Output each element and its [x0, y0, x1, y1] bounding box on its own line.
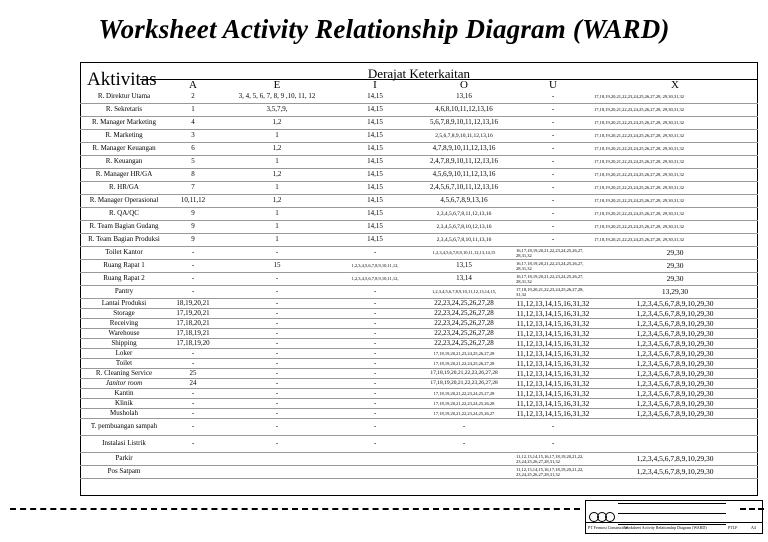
cell-i: - — [336, 418, 414, 435]
table-row — [80, 207, 758, 220]
cell-i: - — [336, 338, 414, 348]
cell-a: 4 — [168, 116, 218, 129]
cell-o: - — [414, 435, 514, 452]
cell-a: - — [168, 246, 218, 259]
cell-e: - — [218, 318, 336, 328]
cell-o — [414, 452, 514, 465]
cell-a: - — [168, 435, 218, 452]
cell-a: - — [168, 285, 218, 298]
cell-x: 1,2,3,4,5,6,7,8,9,10,29,30 — [592, 408, 758, 418]
cell-i: 14,15 — [336, 194, 414, 207]
cell-u: 11,12,13,14,15,16,31,32 — [514, 318, 592, 328]
aktivitas-cell: Toilet Kantor — [80, 246, 168, 259]
cell-a: - — [168, 408, 218, 418]
cell-x: 17,18,19,20,21,22,23,24,25,26,27,28, 29,30,31,32 — [592, 220, 758, 233]
cell-x: 1,2,3,4,5,6,7,8,9,10,29,30 — [592, 368, 758, 378]
aktivitas-cell: R. Direktur Utama — [80, 90, 168, 103]
cell-a: 5 — [168, 155, 218, 168]
aktivitas-cell: Shipping — [80, 338, 168, 348]
table-row — [80, 259, 758, 272]
cell-o: 17,18,19,20,21,22,24,25,26,27,28 — [414, 358, 514, 368]
table-row — [80, 308, 758, 318]
table-row — [80, 142, 758, 155]
cell-x: 1,2,3,4,5,6,7,8,9,10,29,30 — [592, 398, 758, 408]
cell-a — [168, 452, 218, 465]
cell-x: 29,30 — [592, 246, 758, 259]
cell-i: - — [336, 388, 414, 398]
cell-e: - — [218, 272, 336, 285]
table-row — [80, 220, 758, 233]
cell-u: - — [514, 116, 592, 129]
cell-a: - — [168, 348, 218, 358]
cell-e: - — [218, 308, 336, 318]
table-row — [80, 348, 758, 358]
cell-a: 9 — [168, 233, 218, 246]
cell-e: 1 — [218, 233, 336, 246]
cell-x: 17,18,19,20,21,22,23,24,25,26,27,28, 29,30,31,32 — [592, 168, 758, 181]
cell-o: 17,18,19,20,21,22,23,24,25,27,28 — [414, 388, 514, 398]
cell-x: 17,18,19,20,21,22,23,24,25,26,27,28, 29,30,31,32 — [592, 103, 758, 116]
cell-e: 3,5,7,9, — [218, 103, 336, 116]
cell-o: 22,23,24,25,26,27,28 — [414, 318, 514, 328]
cell-i: - — [336, 378, 414, 388]
cell-u: - — [514, 103, 592, 116]
cell-o: 17,18,19,20,21,22,23,26,27,28 — [414, 368, 514, 378]
cell-i: 14,15 — [336, 207, 414, 220]
aktivitas-cell: Loker — [80, 348, 168, 358]
table-row — [80, 378, 758, 388]
aktivitas-cell: Janitor room — [80, 378, 168, 388]
aktivitas-cell: R. Manager Keuangan — [80, 142, 168, 155]
cell-o: 4,5,6,7,8,9,13,16 — [414, 194, 514, 207]
table-row — [80, 155, 758, 168]
cell-e: 3, 4, 5, 6, 7, 8, 9 ,10, 11, 12 — [218, 90, 336, 103]
cell-x: 1,2,3,4,5,6,7,8,9,10,29,30 — [592, 348, 758, 358]
cell-i: - — [336, 368, 414, 378]
cell-u: - — [514, 90, 592, 103]
cell-i: - — [336, 298, 414, 308]
cell-a: 25 — [168, 368, 218, 378]
cell-i: 14,15 — [336, 181, 414, 194]
cell-i: 14,15 — [336, 233, 414, 246]
aktivitas-cell: Parkir — [80, 452, 168, 465]
cell-o: 2,5,6,7,8,9,10,11,12,13,16 — [414, 129, 514, 142]
aktivitas-cell: R. QA/QC — [80, 207, 168, 220]
cell-e: 1,2 — [218, 194, 336, 207]
cell-e: 15 — [218, 259, 336, 272]
cell-u: - — [514, 129, 592, 142]
col-header-e: E — [273, 80, 281, 90]
aktivitas-cell: Pos Satpam — [80, 465, 168, 478]
table-row — [80, 298, 758, 308]
cell-u: 11,12,13,14,15,16,31,32 — [514, 298, 592, 308]
cell-x: 29,30 — [592, 259, 758, 272]
cell-o: 4,5,6,9,10,11,12,13,16 — [414, 168, 514, 181]
table-row — [80, 328, 758, 338]
cell-e: 1 — [218, 129, 336, 142]
cell-e: 1 — [218, 220, 336, 233]
aktivitas-cell: R. Keuangan — [80, 155, 168, 168]
aktivitas-cell: Lantai Produksi — [80, 298, 168, 308]
cell-u: 11,12,13,14,15,16,17,18,19,20,21,22, 23,24,25,26,27,28,31,32 — [514, 465, 592, 478]
aktivitas-col-header — [80, 80, 168, 90]
cell-o: 13,15 — [414, 259, 514, 272]
cell-e: - — [218, 408, 336, 418]
company-name: PT Fermosi Construction — [588, 525, 629, 530]
cell-x: 1,2,3,4,5,6,7,8,9,10,29,30 — [592, 465, 758, 478]
table-row — [80, 90, 758, 103]
cell-i: 14,15 — [336, 142, 414, 155]
cell-o: 1,2,3,4,5,6,7,8,9,10,11,12,13,14,15 — [414, 246, 514, 259]
cell-e: - — [218, 338, 336, 348]
title-block — [585, 500, 763, 534]
aktivitas-cell: Storage — [80, 308, 168, 318]
cell-e: 1,2 — [218, 116, 336, 129]
cell-i: - — [336, 398, 414, 408]
cell-a: 10,11,12 — [168, 194, 218, 207]
document-code: PTLF — [728, 525, 738, 530]
cell-o: 22,23,24,25,26,27,28 — [414, 338, 514, 348]
cell-e — [218, 452, 336, 465]
cell-u: 11,12,13,14,15,16,31,32 — [514, 358, 592, 368]
col-header-x: X — [671, 80, 679, 90]
cell-x: 1,2,3,4,5,6,7,8,9,10,29,30 — [592, 452, 758, 465]
table-row — [80, 435, 758, 452]
cell-a: 6 — [168, 142, 218, 155]
table-row — [80, 368, 758, 378]
cell-a: - — [168, 388, 218, 398]
cell-i: 14,15 — [336, 103, 414, 116]
page-title: Worksheet Activity Relationship Diagram (WARD) — [98, 14, 670, 44]
cell-a: - — [168, 272, 218, 285]
cell-u: 11,12,13,14,15,16,31,32 — [514, 338, 592, 348]
cell-u: 11,12,13,14,15,16,31,32 — [514, 308, 592, 318]
cell-x: 1,2,3,4,5,6,7,8,9,10,29,30 — [592, 338, 758, 348]
cell-u: 11,12,13,14,15,16,31,32 — [514, 408, 592, 418]
cell-a: 7 — [168, 181, 218, 194]
table-row — [80, 129, 758, 142]
cell-i: - — [336, 328, 414, 338]
cell-u: 11,12,13,14,15,16,31,32 — [514, 388, 592, 398]
document-name: Worksheet Activity Relationship Diagram (WARD) — [624, 525, 707, 530]
cell-u: 11,12,13,14,15,16,31,32 — [514, 398, 592, 408]
cell-u: 17,18,19,20,21,22,23,24,25,26,27,28, 31,32 — [514, 285, 592, 298]
cell-e: - — [218, 358, 336, 368]
cell-e: 1 — [218, 207, 336, 220]
table-row — [80, 103, 758, 116]
col-header-i: I — [373, 80, 377, 90]
table-row — [80, 318, 758, 328]
aktivitas-cell: R. HR/GA — [80, 181, 168, 194]
table-row — [80, 418, 758, 435]
cell-a: 17,19,20,21 — [168, 308, 218, 318]
aktivitas-cell: R. Marketing — [80, 129, 168, 142]
cell-i: - — [336, 408, 414, 418]
cell-i: 14,15 — [336, 116, 414, 129]
cell-u: 11,12,13,14,15,16,17,18,19,20,21,22, 23,24,25,26,27,28,31,32 — [514, 452, 592, 465]
title-block-footer — [586, 522, 762, 533]
aktivitas-cell: Ruang Rapat 2 — [80, 272, 168, 285]
cell-e: - — [218, 348, 336, 358]
cell-x: 17,18,19,20,21,22,23,24,25,26,27,28, 29,30,31,32 — [592, 207, 758, 220]
aktivitas-cell: R. Manager Operasional — [80, 194, 168, 207]
table-row — [80, 465, 758, 478]
cell-o: 13,14 — [414, 272, 514, 285]
cell-a: 17,18,19,20 — [168, 338, 218, 348]
table-row — [80, 194, 758, 207]
cell-a: 9 — [168, 220, 218, 233]
cell-u: - — [514, 418, 592, 435]
aktivitas-cell: R. Team Bagian Gudang — [80, 220, 168, 233]
cell-u: 11,12,13,14,15,16,31,32 — [514, 368, 592, 378]
aktivitas-cell: Warehouse — [80, 328, 168, 338]
table-row — [80, 452, 758, 465]
cell-u: - — [514, 194, 592, 207]
paper-size: A4 — [751, 525, 756, 530]
cell-u: - — [514, 207, 592, 220]
cell-u: - — [514, 435, 592, 452]
cell-i: 14,15 — [336, 129, 414, 142]
cell-i: - — [336, 246, 414, 259]
cell-u: - — [514, 220, 592, 233]
col-header-u: U — [549, 80, 557, 90]
cell-o — [414, 465, 514, 478]
aktivitas-cell: R. Cleaning Service — [80, 368, 168, 378]
cell-i: 1,2,3,4,5,6,7,8,9,10,11,12, — [336, 259, 414, 272]
cell-a: 1 — [168, 103, 218, 116]
cell-i: - — [336, 348, 414, 358]
aktivitas-header: Aktivitas — [87, 69, 157, 90]
cell-o: 2,3,4,5,6,7,8,10,11,13,16 — [414, 233, 514, 246]
cell-u: - — [514, 142, 592, 155]
aktivitas-cell: Receiving — [80, 318, 168, 328]
cell-u: 16,17,18,19,20,21,22,23,24,25,26,27, 28,31,32 — [514, 272, 592, 285]
cell-e: 1,2 — [218, 142, 336, 155]
cell-u: - — [514, 233, 592, 246]
cell-o: - — [414, 418, 514, 435]
cell-x — [592, 435, 758, 452]
cell-u: 16,17,18,19,20,21,22,23,24,25,26,27, 28,31,32 — [514, 246, 592, 259]
table-row — [80, 246, 758, 259]
aktivitas-cell: Kantin — [80, 388, 168, 398]
cell-a: - — [168, 398, 218, 408]
cell-i: 14,15 — [336, 90, 414, 103]
cell-i: 14,15 — [336, 168, 414, 181]
cell-x: 29,30 — [592, 272, 758, 285]
cell-o: 2,4,5,6,7,10,11,12,13,16 — [414, 181, 514, 194]
cell-e: - — [218, 368, 336, 378]
cell-a: 17,18,19,21 — [168, 328, 218, 338]
cell-x: 17,18,19,20,21,22,23,24,25,26,27,28, 29,30,31,32 — [592, 142, 758, 155]
table-row — [80, 358, 758, 368]
ward-table — [80, 80, 758, 479]
cell-o: 17,18,19,20,21,22,23,26,27,28 — [414, 378, 514, 388]
cell-e: - — [218, 246, 336, 259]
table-row — [80, 116, 758, 129]
cell-a: - — [168, 259, 218, 272]
cell-a: 3 — [168, 129, 218, 142]
cell-x: 1,2,3,4,5,6,7,8,9,10,29,30 — [592, 378, 758, 388]
cell-o: 4,7,8,9,10,11,12,13,16 — [414, 142, 514, 155]
cell-i: 14,15 — [336, 220, 414, 233]
cell-e: 1 — [218, 181, 336, 194]
table-row — [80, 233, 758, 246]
table-row — [80, 388, 758, 398]
cell-x: 17,18,19,20,21,22,23,24,25,26,27,28, 29,30,31,32 — [592, 129, 758, 142]
bottom-dashed-rule — [10, 508, 580, 510]
cell-x — [592, 418, 758, 435]
cell-o: 22,23,24,25,26,27,28 — [414, 298, 514, 308]
cell-o: 2,4,7,8,9,10,11,12,13,16 — [414, 155, 514, 168]
aktivitas-cell: Toilet — [80, 358, 168, 368]
cell-i: 14,15 — [336, 155, 414, 168]
table-row — [80, 398, 758, 408]
cell-i — [336, 452, 414, 465]
cell-x: 1,2,3,4,5,6,7,8,9,10,29,30 — [592, 318, 758, 328]
cell-e — [218, 465, 336, 478]
cell-e: - — [218, 298, 336, 308]
cell-i — [336, 465, 414, 478]
aktivitas-cell: R. Sekretaris — [80, 103, 168, 116]
aktivitas-cell: R. Manager HR/GA — [80, 168, 168, 181]
cell-o: 5,6,7,8,9,10,11,12,13,16 — [414, 116, 514, 129]
aktivitas-cell: Klinik — [80, 398, 168, 408]
cell-a: 2 — [168, 90, 218, 103]
cell-o: 17,18,19,20,21,22,23,24,25,26,27 — [414, 408, 514, 418]
cell-a — [168, 465, 218, 478]
cell-i: 1,2,3,4,5,6,7,8,9,10,11,12, — [336, 272, 414, 285]
cell-o: 1,2,3,4,5,6,7,8,9,10,11,12,13,14,15, — [414, 285, 514, 298]
cell-e: - — [218, 388, 336, 398]
cell-u: - — [514, 155, 592, 168]
table-row — [80, 272, 758, 285]
cell-u: 16,17,18,19,20,21,22,23,24,25,26,27, 28,31,32 — [514, 259, 592, 272]
aktivitas-cell: Ruang Rapat 1 — [80, 259, 168, 272]
cell-e: - — [218, 378, 336, 388]
table-row — [80, 181, 758, 194]
col-header-o: O — [460, 80, 468, 90]
cell-o: 2,3,4,5,6,7,8,11,12,13,16 — [414, 207, 514, 220]
table-row — [80, 168, 758, 181]
cell-x: 1,2,3,4,5,6,7,8,9,10,29,30 — [592, 298, 758, 308]
cell-x: 1,2,3,4,5,6,7,8,9,10,29,30 — [592, 358, 758, 368]
cell-a: - — [168, 358, 218, 368]
cell-e: - — [218, 328, 336, 338]
cell-u: - — [514, 168, 592, 181]
table-row — [80, 285, 758, 298]
cell-x: 17,18,19,20,21,22,23,24,25,26,27,28, 29,30,31,32 — [592, 116, 758, 129]
cell-o: 17,18,19,20,21,22,23,24,25,26,28 — [414, 398, 514, 408]
cell-a: 17,18,20,21 — [168, 318, 218, 328]
col-header-a: A — [189, 80, 197, 90]
cell-a: 18,19,20,21 — [168, 298, 218, 308]
aktivitas-cell: R. Team Bagian Produksi — [80, 233, 168, 246]
table-row — [80, 408, 758, 418]
cell-x: 1,2,3,4,5,6,7,8,9,10,29,30 — [592, 328, 758, 338]
cell-i: - — [336, 435, 414, 452]
cell-i: - — [336, 285, 414, 298]
cell-e: 1,2 — [218, 168, 336, 181]
cell-o: 17,18,19,20,21,23,24,25,26,27,28 — [414, 348, 514, 358]
cell-x: 17,18,19,20,21,22,23,24,25,26,27,28, 29,30,31,32 — [592, 194, 758, 207]
cell-o: 13,16 — [414, 90, 514, 103]
aktivitas-cell: R. Manager Marketing — [80, 116, 168, 129]
cell-u: 11,12,13,14,15,16,31,32 — [514, 328, 592, 338]
aktivitas-cell: T. pembuangan sampah — [80, 418, 168, 435]
cell-x: 1,2,3,4,5,6,7,8,9,10,29,30 — [592, 388, 758, 398]
cell-o: 2,3,4,5,6,7,8,10,12,13,16 — [414, 220, 514, 233]
cell-u: 11,12,13,14,15,16,31,32 — [514, 378, 592, 388]
cell-x: 17,18,19,20,21,22,23,24,25,26,27,28, 29,30,31,32 — [592, 90, 758, 103]
cell-e: - — [218, 398, 336, 408]
cell-e: - — [218, 418, 336, 435]
cell-e: 1 — [218, 155, 336, 168]
cell-a: 9 — [168, 207, 218, 220]
cell-x: 17,18,19,20,21,22,23,24,25,26,27,28, 29,30,31,32 — [592, 233, 758, 246]
cell-o: 22,23,24,25,26,27,28 — [414, 328, 514, 338]
cell-x: 13,29,30 — [592, 285, 758, 298]
cell-x: 1,2,3,4,5,6,7,8,9,10,29,30 — [592, 308, 758, 318]
cell-e: - — [218, 435, 336, 452]
cell-e: - — [218, 285, 336, 298]
cell-a: - — [168, 418, 218, 435]
cell-x: 17,18,19,20,21,22,23,24,25,26,27,28, 29,30,31,32 — [592, 155, 758, 168]
cell-o: 22,23,24,25,26,27,28 — [414, 308, 514, 318]
cell-u: - — [514, 181, 592, 194]
cell-a: 8 — [168, 168, 218, 181]
cell-a: 24 — [168, 378, 218, 388]
table-row — [80, 338, 758, 348]
column-header-row — [80, 80, 758, 90]
cell-i: - — [336, 358, 414, 368]
cell-u: 11,12,13,14,15,16,31,32 — [514, 348, 592, 358]
aktivitas-cell: Musholah — [80, 408, 168, 418]
cell-o: 4,6,8,10,11,12,13,16 — [414, 103, 514, 116]
cell-i: - — [336, 308, 414, 318]
cell-i: - — [336, 318, 414, 328]
cell-x: 17,18,19,20,21,22,23,24,25,26,27,28, 29,30,31,32 — [592, 181, 758, 194]
aktivitas-cell: Instalasi Listrik — [80, 435, 168, 452]
aktivitas-cell: Pantry — [80, 285, 168, 298]
derajat-header: Derajat Keterkaitan — [367, 66, 471, 81]
